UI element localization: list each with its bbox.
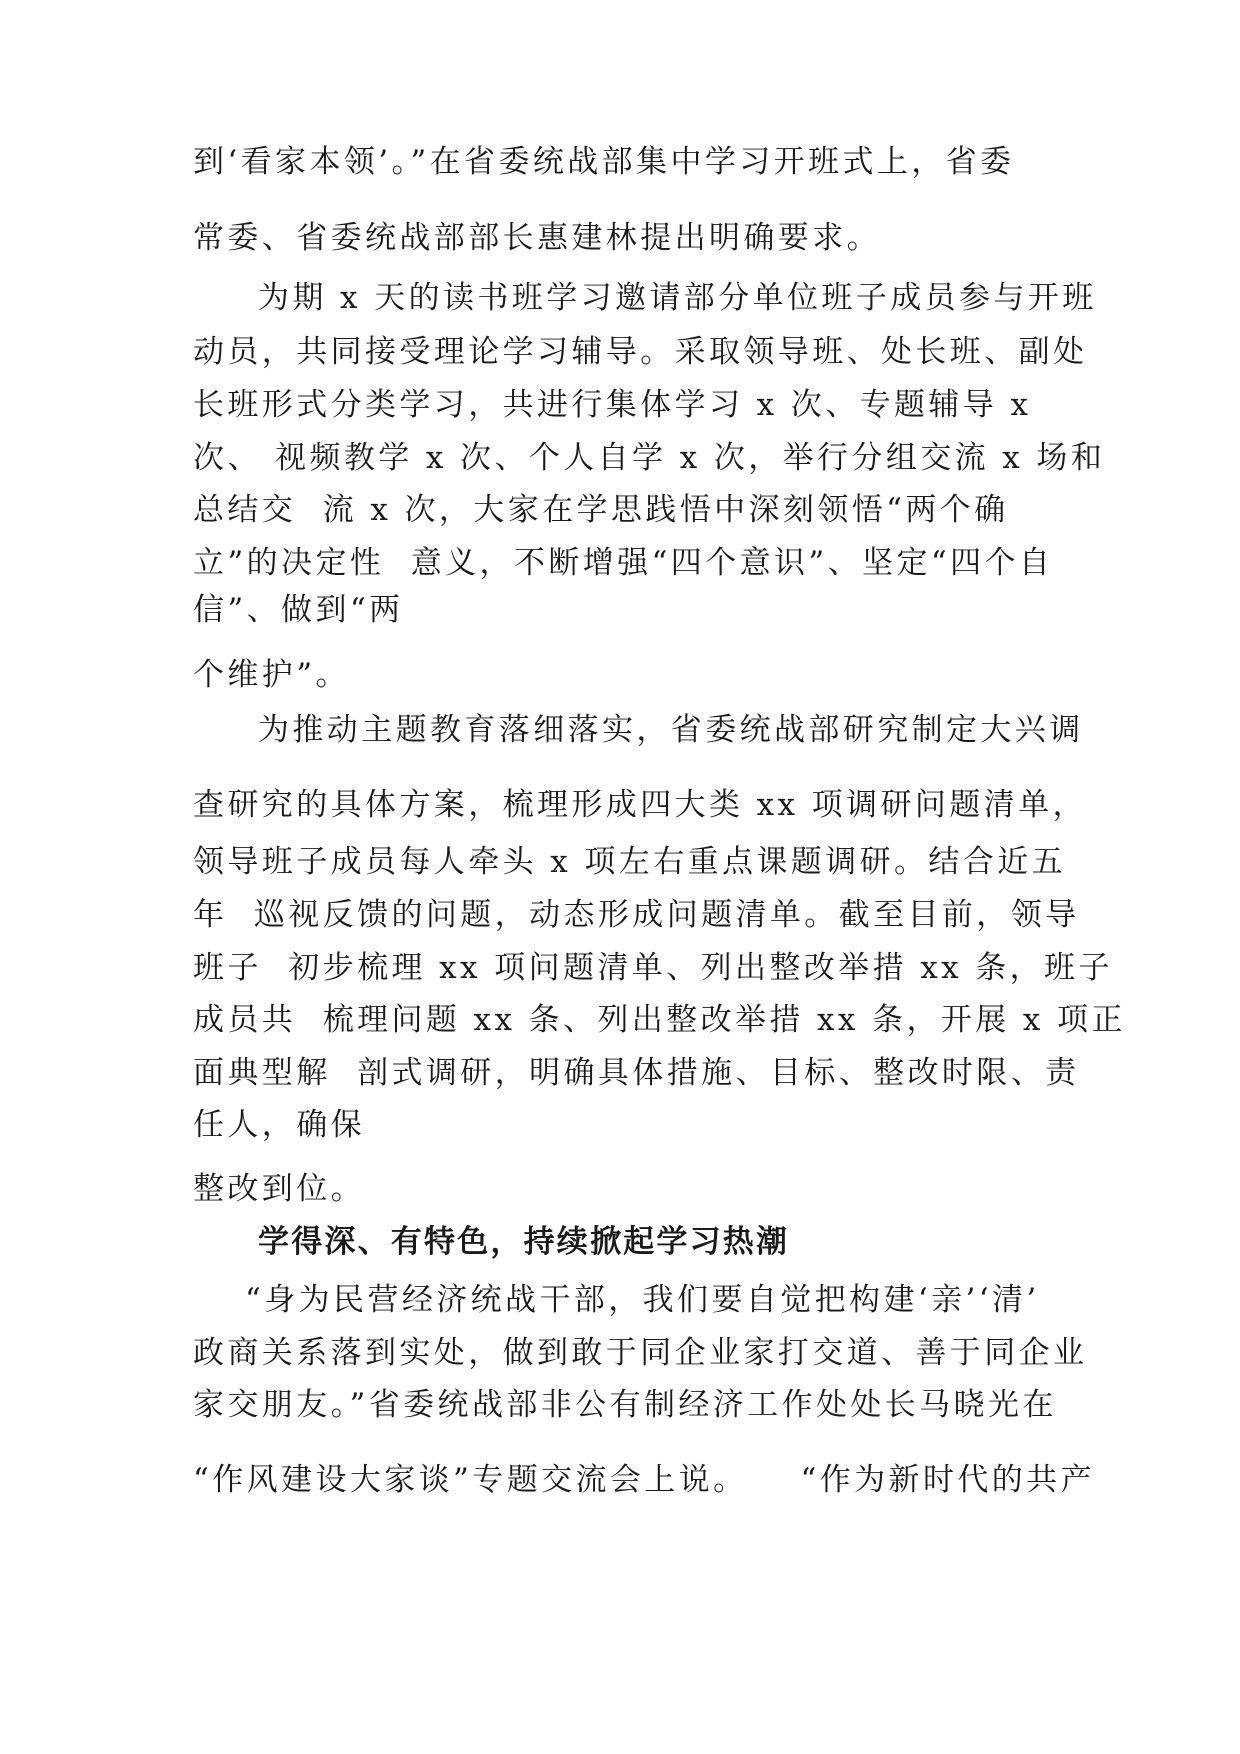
body-text-line: 常委、省委统战部部长惠建林提出明确要求。: [193, 220, 881, 256]
body-text-line: 立”的决定性 意义，不断增强“四个意识”、坚定“四个自: [193, 545, 1054, 581]
paragraph-start-line: 为期 x 天的读书班学习邀请部分单位班子成员参与开班: [258, 280, 1097, 316]
body-text-line: 查研究的具体方案，梳理形成四大类 xx 项调研问题清单，: [193, 787, 1087, 823]
body-text-line: 家交朋友。”省委统战部非公有制经济工作处处长马晓光在: [193, 1387, 1057, 1423]
body-text-line: 班子 初步梳理 xx 项问题清单、列出整改举措 xx 条，班子: [193, 950, 1113, 986]
body-text-line: 成员共 梳理问题 xx 条、列出整改举措 xx 条，开展 x 项正: [193, 1002, 1126, 1038]
body-text-line: 任人，确保: [193, 1107, 365, 1143]
body-text-line: 年 巡视反馈的问题，动态形成问题清单。截至目前，领导: [193, 897, 1080, 933]
body-text-line: 信”、做到“两: [193, 592, 404, 628]
body-text-line: 领导班子成员每人牵头 x 项左右重点课题调研。结合近五: [193, 844, 1066, 880]
body-text-line: 整改到位。: [193, 1171, 365, 1207]
paragraph-start-line: “身为民营经济统战干部，我们要自觉把构建‘亲’‘清’: [245, 1282, 1040, 1318]
body-text-line: 到‘看家本领’。”在省委统战部集中学习开班式上，省委: [193, 144, 1015, 180]
section-heading: 学得深、有特色，持续掀起学习热潮: [258, 1224, 790, 1260]
body-text-line: 动员，共同接受理论学习辅导。采取领导班、处长班、副处: [193, 334, 1088, 370]
body-text-line: 次、 视频教学 x 次、个人自学 x 次，举行分组交流 x 场和: [193, 440, 1106, 476]
body-text-line: 面典型解 剖式调研，明确具体措施、目标、整改时限、责: [193, 1055, 1080, 1091]
body-text-line: 个维护”。: [193, 657, 350, 693]
paragraph-start-line: 为推动主题教育落细落实，省委统战部研究制定大兴调: [258, 712, 1084, 748]
body-text-line: 总结交 流 x 次，大家在学思践悟中深刻领悟“两个确: [193, 492, 1009, 528]
body-text-line: 政商关系落到实处，做到敢于同企业家打交道、善于同企业: [193, 1335, 1088, 1371]
body-text-line: 长班形式分类学习，共进行集体学习 x 次、专题辅导 x: [193, 387, 1032, 423]
body-text-line: “作风建设大家谈”专题交流会上说。 “作为新时代的共产: [193, 1462, 1095, 1498]
